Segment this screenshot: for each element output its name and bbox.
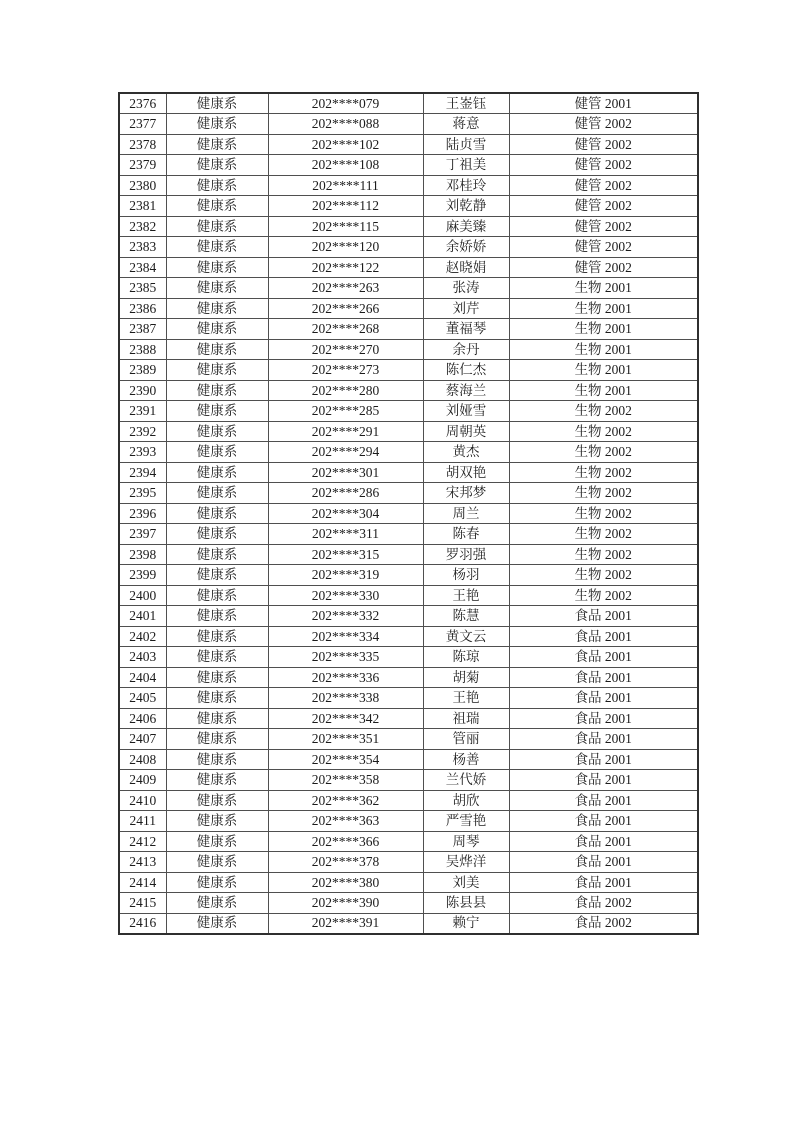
student-id-cell: 202****115 <box>268 216 423 237</box>
table-row <box>119 749 698 770</box>
row-number-cell: 2396 <box>119 503 166 524</box>
student-name-cell: 蒋意 <box>423 114 509 135</box>
student-id-cell: 202****112 <box>268 196 423 217</box>
department-cell: 健康系 <box>166 401 268 422</box>
table-row <box>119 339 698 360</box>
student-name-cell: 杨羽 <box>423 565 509 586</box>
class-cell: 生物 2001 <box>509 298 698 319</box>
table-row <box>119 585 698 606</box>
table-row <box>119 319 698 340</box>
department-cell: 健康系 <box>166 278 268 299</box>
row-number-cell: 2388 <box>119 339 166 360</box>
student-id-cell: 202****285 <box>268 401 423 422</box>
student-name-cell: 严雪艳 <box>423 811 509 832</box>
student-id-cell: 202****391 <box>268 913 423 934</box>
class-cell: 健管 2002 <box>509 237 698 258</box>
class-cell: 食品 2002 <box>509 913 698 934</box>
row-number-cell: 2379 <box>119 155 166 176</box>
table-row <box>119 155 698 176</box>
department-cell: 健康系 <box>166 237 268 258</box>
class-cell: 生物 2002 <box>509 585 698 606</box>
row-number-cell: 2404 <box>119 667 166 688</box>
row-number-cell: 2393 <box>119 442 166 463</box>
student-name-cell: 余娇娇 <box>423 237 509 258</box>
row-number-cell: 2403 <box>119 647 166 668</box>
student-name-cell: 周朝英 <box>423 421 509 442</box>
row-number-cell: 2397 <box>119 524 166 545</box>
student-name-cell: 陈县县 <box>423 893 509 914</box>
row-number-cell: 2376 <box>119 93 166 114</box>
class-cell: 生物 2001 <box>509 360 698 381</box>
row-number-cell: 2411 <box>119 811 166 832</box>
row-number-cell: 2406 <box>119 708 166 729</box>
table-row <box>119 913 698 934</box>
department-cell: 健康系 <box>166 442 268 463</box>
student-name-cell: 管丽 <box>423 729 509 750</box>
student-id-cell: 202****378 <box>268 852 423 873</box>
department-cell: 健康系 <box>166 749 268 770</box>
department-cell: 健康系 <box>166 790 268 811</box>
table-row <box>119 524 698 545</box>
student-id-cell: 202****079 <box>268 93 423 114</box>
student-name-cell: 王崟钰 <box>423 93 509 114</box>
department-cell: 健康系 <box>166 155 268 176</box>
student-id-cell: 202****291 <box>268 421 423 442</box>
student-id-cell: 202****120 <box>268 237 423 258</box>
class-cell: 生物 2002 <box>509 401 698 422</box>
student-id-cell: 202****363 <box>268 811 423 832</box>
student-table-body <box>119 93 698 934</box>
table-row <box>119 708 698 729</box>
class-cell: 健管 2001 <box>509 93 698 114</box>
class-cell: 生物 2002 <box>509 524 698 545</box>
row-number-cell: 2383 <box>119 237 166 258</box>
table-row <box>119 667 698 688</box>
table-row <box>119 811 698 832</box>
row-number-cell: 2386 <box>119 298 166 319</box>
department-cell: 健康系 <box>166 319 268 340</box>
student-name-cell: 董福琴 <box>423 319 509 340</box>
row-number-cell: 2384 <box>119 257 166 278</box>
row-number-cell: 2414 <box>119 872 166 893</box>
student-name-cell: 陈仁杰 <box>423 360 509 381</box>
student-id-cell: 202****342 <box>268 708 423 729</box>
student-name-cell: 兰代娇 <box>423 770 509 791</box>
table-row <box>119 360 698 381</box>
table-row <box>119 606 698 627</box>
department-cell: 健康系 <box>166 544 268 565</box>
department-cell: 健康系 <box>166 708 268 729</box>
department-cell: 健康系 <box>166 565 268 586</box>
student-id-cell: 202****294 <box>268 442 423 463</box>
student-name-cell: 胡菊 <box>423 667 509 688</box>
student-id-cell: 202****334 <box>268 626 423 647</box>
department-cell: 健康系 <box>166 503 268 524</box>
department-cell: 健康系 <box>166 298 268 319</box>
student-name-cell: 宋邦梦 <box>423 483 509 504</box>
table-row <box>119 647 698 668</box>
class-cell: 食品 2001 <box>509 606 698 627</box>
student-id-cell: 202****088 <box>268 114 423 135</box>
department-cell: 健康系 <box>166 647 268 668</box>
student-name-cell: 陆贞雪 <box>423 134 509 155</box>
department-cell: 健康系 <box>166 688 268 709</box>
student-name-cell: 张涛 <box>423 278 509 299</box>
class-cell: 生物 2001 <box>509 339 698 360</box>
row-number-cell: 2413 <box>119 852 166 873</box>
row-number-cell: 2398 <box>119 544 166 565</box>
student-id-cell: 202****280 <box>268 380 423 401</box>
table-row <box>119 298 698 319</box>
class-cell: 食品 2002 <box>509 893 698 914</box>
row-number-cell: 2385 <box>119 278 166 299</box>
student-id-cell: 202****354 <box>268 749 423 770</box>
student-name-cell: 刘娅雪 <box>423 401 509 422</box>
row-number-cell: 2387 <box>119 319 166 340</box>
student-id-cell: 202****301 <box>268 462 423 483</box>
department-cell: 健康系 <box>166 524 268 545</box>
student-id-cell: 202****362 <box>268 790 423 811</box>
class-cell: 食品 2001 <box>509 708 698 729</box>
department-cell: 健康系 <box>166 811 268 832</box>
row-number-cell: 2415 <box>119 893 166 914</box>
student-id-cell: 202****336 <box>268 667 423 688</box>
student-id-cell: 202****304 <box>268 503 423 524</box>
table-row <box>119 196 698 217</box>
class-cell: 生物 2001 <box>509 319 698 340</box>
table-row <box>119 380 698 401</box>
department-cell: 健康系 <box>166 114 268 135</box>
student-id-cell: 202****330 <box>268 585 423 606</box>
table-row <box>119 278 698 299</box>
class-cell: 健管 2002 <box>509 257 698 278</box>
student-id-cell: 202****358 <box>268 770 423 791</box>
student-roster-table <box>118 92 699 935</box>
student-name-cell: 吴烨洋 <box>423 852 509 873</box>
student-id-cell: 202****286 <box>268 483 423 504</box>
department-cell: 健康系 <box>166 770 268 791</box>
student-name-cell: 王艳 <box>423 585 509 606</box>
row-number-cell: 2394 <box>119 462 166 483</box>
table-row <box>119 114 698 135</box>
department-cell: 健康系 <box>166 175 268 196</box>
student-id-cell: 202****108 <box>268 155 423 176</box>
student-name-cell: 罗羽强 <box>423 544 509 565</box>
row-number-cell: 2389 <box>119 360 166 381</box>
row-number-cell: 2380 <box>119 175 166 196</box>
class-cell: 食品 2001 <box>509 647 698 668</box>
class-cell: 食品 2001 <box>509 770 698 791</box>
class-cell: 食品 2001 <box>509 749 698 770</box>
table-row <box>119 134 698 155</box>
row-number-cell: 2416 <box>119 913 166 934</box>
class-cell: 生物 2002 <box>509 544 698 565</box>
student-id-cell: 202****315 <box>268 544 423 565</box>
student-id-cell: 202****270 <box>268 339 423 360</box>
student-name-cell: 周兰 <box>423 503 509 524</box>
student-name-cell: 赖宁 <box>423 913 509 934</box>
student-id-cell: 202****311 <box>268 524 423 545</box>
student-id-cell: 202****319 <box>268 565 423 586</box>
student-name-cell: 刘乾静 <box>423 196 509 217</box>
table-row <box>119 893 698 914</box>
class-cell: 食品 2001 <box>509 667 698 688</box>
student-name-cell: 赵晓娟 <box>423 257 509 278</box>
row-number-cell: 2410 <box>119 790 166 811</box>
table-row <box>119 257 698 278</box>
student-id-cell: 202****338 <box>268 688 423 709</box>
student-id-cell: 202****366 <box>268 831 423 852</box>
student-name-cell: 丁祖美 <box>423 155 509 176</box>
table-row <box>119 462 698 483</box>
class-cell: 食品 2001 <box>509 831 698 852</box>
student-name-cell: 刘美 <box>423 872 509 893</box>
row-number-cell: 2399 <box>119 565 166 586</box>
student-name-cell: 陈琼 <box>423 647 509 668</box>
class-cell: 食品 2001 <box>509 790 698 811</box>
department-cell: 健康系 <box>166 360 268 381</box>
row-number-cell: 2377 <box>119 114 166 135</box>
class-cell: 健管 2002 <box>509 196 698 217</box>
class-cell: 生物 2001 <box>509 380 698 401</box>
table-row <box>119 237 698 258</box>
row-number-cell: 2395 <box>119 483 166 504</box>
table-row <box>119 831 698 852</box>
table-row <box>119 626 698 647</box>
row-number-cell: 2409 <box>119 770 166 791</box>
student-name-cell: 邓桂玲 <box>423 175 509 196</box>
row-number-cell: 2400 <box>119 585 166 606</box>
table-row <box>119 401 698 422</box>
table-row <box>119 216 698 237</box>
department-cell: 健康系 <box>166 462 268 483</box>
table-row <box>119 872 698 893</box>
table-row <box>119 421 698 442</box>
department-cell: 健康系 <box>166 93 268 114</box>
student-id-cell: 202****102 <box>268 134 423 155</box>
department-cell: 健康系 <box>166 893 268 914</box>
class-cell: 健管 2002 <box>509 134 698 155</box>
table-row <box>119 442 698 463</box>
student-id-cell: 202****266 <box>268 298 423 319</box>
class-cell: 食品 2001 <box>509 688 698 709</box>
class-cell: 健管 2002 <box>509 175 698 196</box>
student-name-cell: 陈春 <box>423 524 509 545</box>
student-name-cell: 杨善 <box>423 749 509 770</box>
student-id-cell: 202****268 <box>268 319 423 340</box>
department-cell: 健康系 <box>166 257 268 278</box>
class-cell: 生物 2002 <box>509 565 698 586</box>
student-id-cell: 202****263 <box>268 278 423 299</box>
table-row <box>119 729 698 750</box>
row-number-cell: 2402 <box>119 626 166 647</box>
student-id-cell: 202****122 <box>268 257 423 278</box>
table-row <box>119 175 698 196</box>
class-cell: 生物 2001 <box>509 278 698 299</box>
class-cell: 生物 2002 <box>509 462 698 483</box>
table-row <box>119 770 698 791</box>
row-number-cell: 2405 <box>119 688 166 709</box>
class-cell: 健管 2002 <box>509 155 698 176</box>
row-number-cell: 2378 <box>119 134 166 155</box>
student-id-cell: 202****332 <box>268 606 423 627</box>
student-name-cell: 陈慧 <box>423 606 509 627</box>
department-cell: 健康系 <box>166 196 268 217</box>
student-id-cell: 202****335 <box>268 647 423 668</box>
department-cell: 健康系 <box>166 872 268 893</box>
row-number-cell: 2391 <box>119 401 166 422</box>
table-row <box>119 852 698 873</box>
student-name-cell: 王艳 <box>423 688 509 709</box>
student-name-cell: 蔡海兰 <box>423 380 509 401</box>
row-number-cell: 2382 <box>119 216 166 237</box>
department-cell: 健康系 <box>166 606 268 627</box>
student-name-cell: 黄文云 <box>423 626 509 647</box>
department-cell: 健康系 <box>166 585 268 606</box>
table-row <box>119 503 698 524</box>
student-id-cell: 202****390 <box>268 893 423 914</box>
department-cell: 健康系 <box>166 483 268 504</box>
student-name-cell: 刘芹 <box>423 298 509 319</box>
row-number-cell: 2407 <box>119 729 166 750</box>
table-row <box>119 688 698 709</box>
class-cell: 生物 2002 <box>509 442 698 463</box>
department-cell: 健康系 <box>166 831 268 852</box>
class-cell: 食品 2001 <box>509 729 698 750</box>
row-number-cell: 2412 <box>119 831 166 852</box>
department-cell: 健康系 <box>166 729 268 750</box>
class-cell: 健管 2002 <box>509 216 698 237</box>
student-name-cell: 麻美臻 <box>423 216 509 237</box>
class-cell: 生物 2002 <box>509 421 698 442</box>
table-row <box>119 565 698 586</box>
department-cell: 健康系 <box>166 339 268 360</box>
department-cell: 健康系 <box>166 667 268 688</box>
student-name-cell: 黄杰 <box>423 442 509 463</box>
class-cell: 食品 2001 <box>509 852 698 873</box>
table-row <box>119 93 698 114</box>
student-id-cell: 202****380 <box>268 872 423 893</box>
student-name-cell: 胡欣 <box>423 790 509 811</box>
department-cell: 健康系 <box>166 380 268 401</box>
table-row <box>119 483 698 504</box>
row-number-cell: 2381 <box>119 196 166 217</box>
department-cell: 健康系 <box>166 216 268 237</box>
class-cell: 食品 2001 <box>509 811 698 832</box>
department-cell: 健康系 <box>166 421 268 442</box>
class-cell: 健管 2002 <box>509 114 698 135</box>
department-cell: 健康系 <box>166 134 268 155</box>
student-name-cell: 周琴 <box>423 831 509 852</box>
row-number-cell: 2390 <box>119 380 166 401</box>
class-cell: 生物 2002 <box>509 503 698 524</box>
student-id-cell: 202****351 <box>268 729 423 750</box>
table-row <box>119 790 698 811</box>
class-cell: 生物 2002 <box>509 483 698 504</box>
student-name-cell: 祖瑞 <box>423 708 509 729</box>
department-cell: 健康系 <box>166 852 268 873</box>
row-number-cell: 2392 <box>119 421 166 442</box>
student-name-cell: 余丹 <box>423 339 509 360</box>
row-number-cell: 2401 <box>119 606 166 627</box>
class-cell: 食品 2001 <box>509 872 698 893</box>
department-cell: 健康系 <box>166 913 268 934</box>
student-name-cell: 胡双艳 <box>423 462 509 483</box>
student-id-cell: 202****273 <box>268 360 423 381</box>
class-cell: 食品 2001 <box>509 626 698 647</box>
student-id-cell: 202****111 <box>268 175 423 196</box>
table-row <box>119 544 698 565</box>
department-cell: 健康系 <box>166 626 268 647</box>
row-number-cell: 2408 <box>119 749 166 770</box>
